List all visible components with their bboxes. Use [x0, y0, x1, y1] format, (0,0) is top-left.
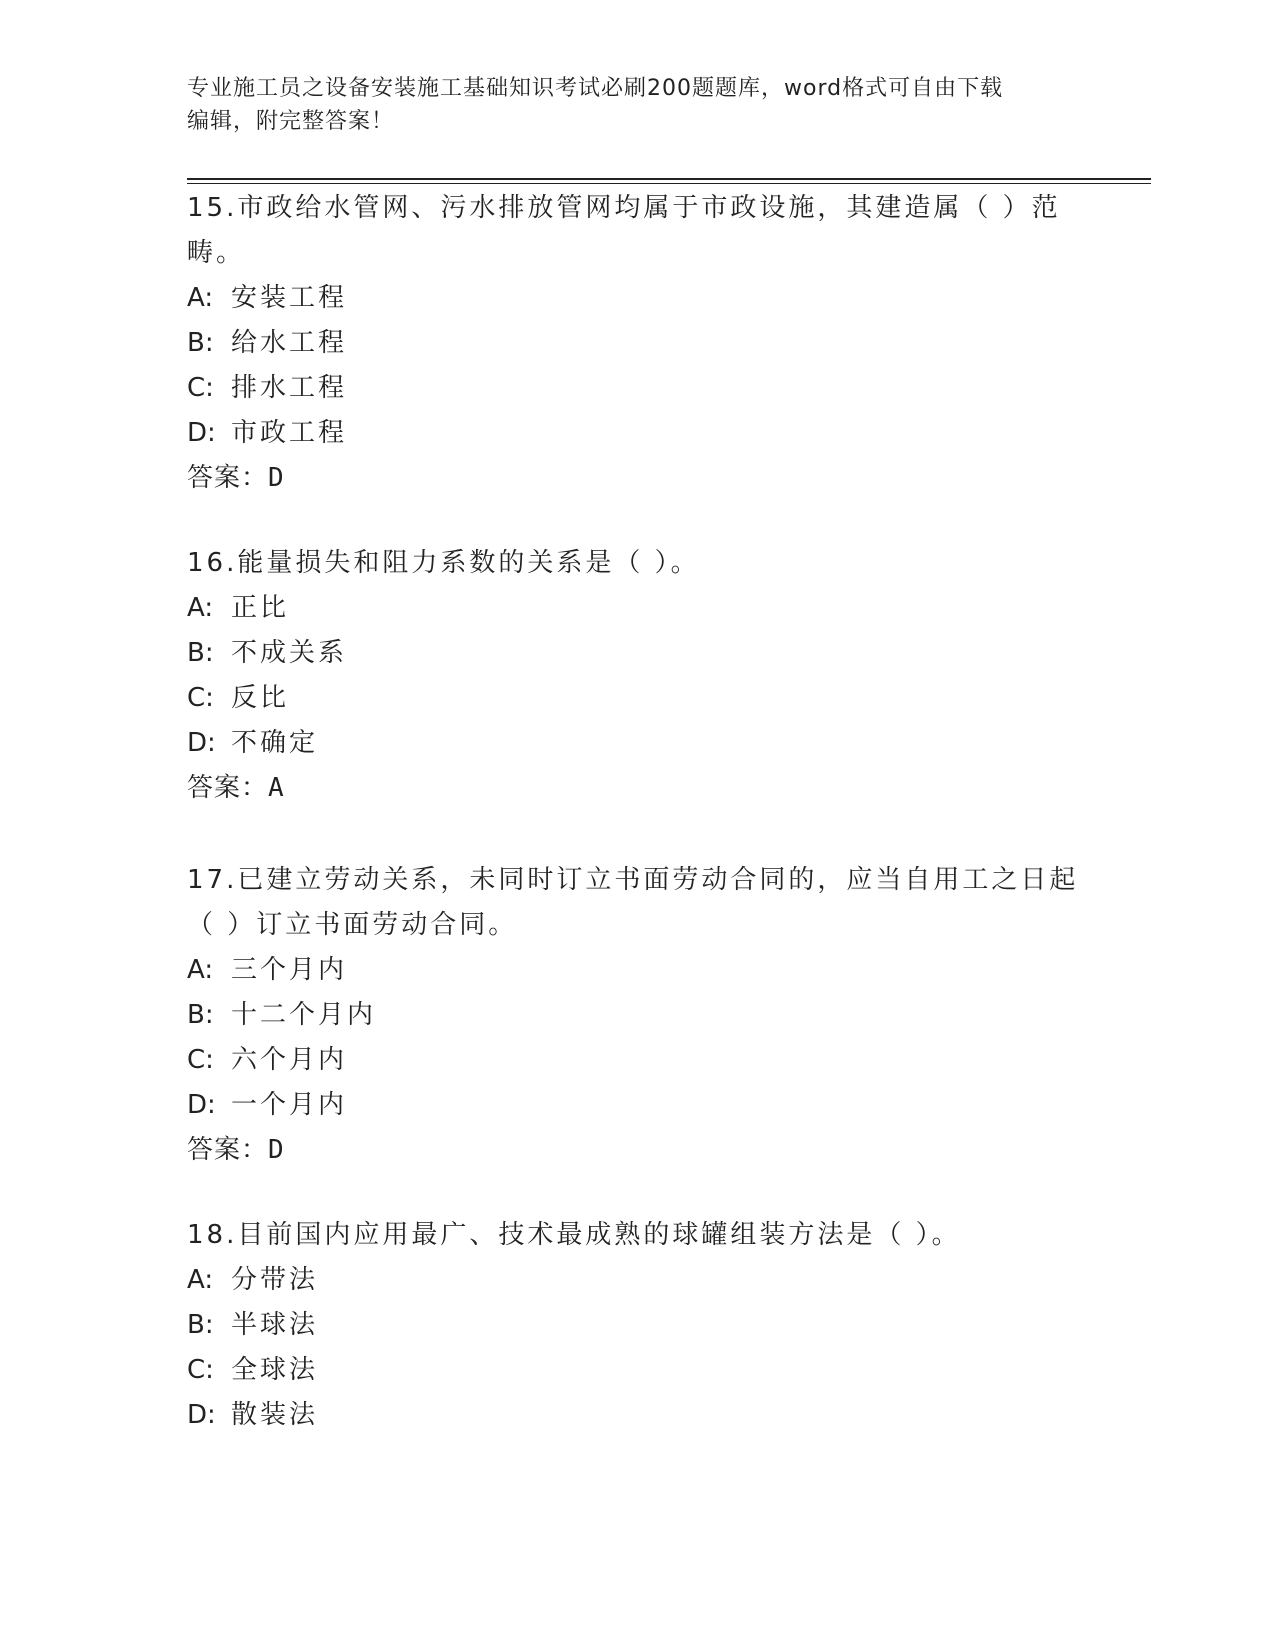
- option-text: 十二个月内: [231, 1000, 377, 1030]
- option-label: B:: [187, 328, 214, 358]
- question-16: [187, 541, 1087, 811]
- answer-label: 答案：: [187, 463, 269, 493]
- option-text: 安装工程: [231, 283, 348, 313]
- option-text: 不成关系: [231, 638, 348, 668]
- option-a: [187, 948, 1087, 993]
- option-c: [187, 676, 1087, 721]
- option-a: [187, 1258, 1087, 1303]
- option-label: D:: [187, 1400, 216, 1430]
- answer-label: 答案：: [187, 773, 269, 803]
- option-b: [187, 631, 1087, 676]
- option-label: D:: [187, 1090, 216, 1120]
- option-text: 六个月内: [231, 1045, 348, 1075]
- question-stem: 15.市政给水管网、污水排放管网均属于市政设施，其建造属（ ）范: [187, 193, 1061, 223]
- option-c: [187, 366, 1087, 411]
- option-label: A:: [187, 283, 214, 313]
- option-b: [187, 1303, 1087, 1348]
- option-c: [187, 1348, 1087, 1393]
- answer-label: 答案：: [187, 1135, 269, 1165]
- question-stem: 18.目前国内应用最广、技术最成熟的球罐组装方法是（ ）。: [187, 1220, 961, 1250]
- option-label: C:: [187, 683, 214, 713]
- option-label: A:: [187, 593, 214, 623]
- option-text: 分带法: [231, 1265, 319, 1295]
- option-label: A:: [187, 1265, 214, 1295]
- header-line-2: 编辑，附完整答案！: [187, 109, 395, 134]
- answer-value: A: [268, 773, 285, 803]
- option-label: A:: [187, 955, 214, 985]
- option-a: [187, 586, 1087, 631]
- option-text: 反比: [231, 683, 290, 713]
- option-label: C:: [187, 1045, 214, 1075]
- question-15: [187, 186, 1087, 501]
- option-text: 全球法: [231, 1355, 319, 1385]
- option-text: 不确定: [231, 728, 319, 758]
- answer-value: D: [268, 1135, 285, 1165]
- question-18: [187, 1213, 1087, 1438]
- option-text: 一个月内: [231, 1090, 348, 1120]
- question-stem: 16.能量损失和阻力系数的关系是（ ）。: [187, 548, 700, 578]
- answer-line: [187, 456, 1087, 501]
- header-divider-thin: [187, 183, 1151, 184]
- option-a: [187, 276, 1087, 321]
- answer-line: [187, 766, 1087, 811]
- option-d: [187, 411, 1087, 456]
- option-b: [187, 993, 1087, 1038]
- option-label: C:: [187, 1355, 214, 1385]
- header-divider-thick: [187, 178, 1151, 180]
- option-text: 散装法: [231, 1400, 319, 1430]
- answer-line: [187, 1128, 1087, 1173]
- option-label: B:: [187, 1310, 214, 1340]
- question-stem-continued: 畴。: [187, 238, 246, 268]
- option-label: B:: [187, 638, 214, 668]
- option-text: 给水工程: [231, 328, 348, 358]
- option-label: B:: [187, 1000, 214, 1030]
- question-17: [187, 858, 1087, 1173]
- option-b: [187, 321, 1087, 366]
- option-text: 半球法: [231, 1310, 319, 1340]
- option-label: D:: [187, 418, 216, 448]
- option-text: 三个月内: [231, 955, 348, 985]
- header-line-1: 专业施工员之设备安装施工基础知识考试必刷200题题库，word格式可自由下载: [187, 76, 1004, 101]
- option-d: [187, 1393, 1087, 1438]
- option-label: C:: [187, 373, 214, 403]
- answer-value: D: [268, 463, 285, 493]
- option-d: [187, 721, 1087, 766]
- option-text: 正比: [231, 593, 290, 623]
- document-header: [187, 72, 1067, 138]
- option-text: 市政工程: [231, 418, 348, 448]
- question-stem-continued: （ ）订立书面劳动合同。: [187, 910, 518, 940]
- question-stem: 17.已建立劳动关系，未同时订立书面劳动合同的，应当自用工之日起: [187, 865, 1079, 895]
- option-text: 排水工程: [231, 373, 348, 403]
- option-c: [187, 1038, 1087, 1083]
- option-d: [187, 1083, 1087, 1128]
- option-label: D:: [187, 728, 216, 758]
